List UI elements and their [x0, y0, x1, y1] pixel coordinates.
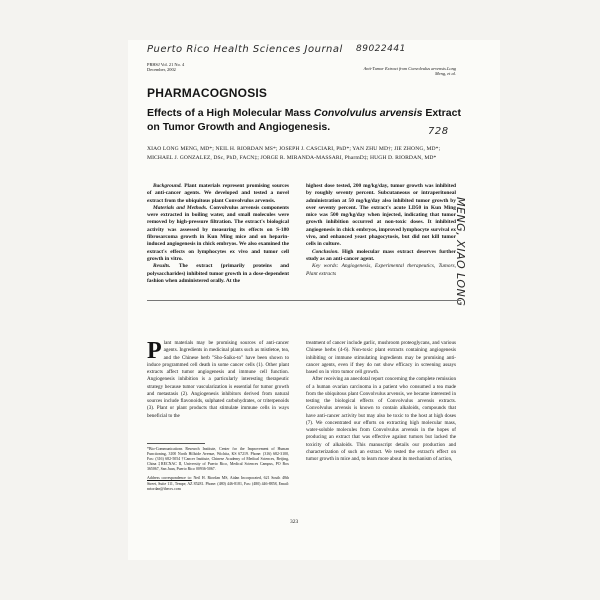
- correspondence-footnote: [147, 476, 289, 491]
- keywords-text: Angiogenesis, Experimental therapeutics, Tumors, Plant extracts: [306, 263, 456, 277]
- journal-date: December, 2002: [147, 67, 176, 73]
- running-title: [330, 66, 456, 76]
- methods-text: Convolvulus arvensis components were extracted in boiling water, and small molecules were removed by high-pressure filtration. The extract's biological activity was assessed by measuring its effects on S-180 fibrosarcoma growth in Kun Ming mice and on heparin-induced angiogenesis in chick embryos. We also examined the extract's effects on lymphocytes ex vivo and tumor cell growth in vitro.: [147, 204, 289, 262]
- handwritten-side-note: MENG, XIAO LONG: [454, 197, 467, 307]
- abstract-methods: [147, 205, 289, 263]
- intro-text: lant materials may be promising sources of anti-cancer agents. Ingredients in medicinal plants such as mistletoe, tea, and the Chinese herb "Sho-Saiko-to" have been shown to induce programmed cell death in some cancer cells (1). Other plant extracts affect tumor angiogenesis and immune cell function. Angiogenesis inhibition is a particularly interesting therapeutic strategy because tumor vascularization is essential for tumor growth and metastasis (2). Angiogenesis inhibitors derived from natural sources include flavonoids, sulphated carbohydrates, or triterpenoids (3). Plant or plant products that stimulate immune cells in ways beneficial to the: [147, 340, 289, 419]
- abstract-right-column: [306, 183, 456, 278]
- methods-heading: Materials and Methods.: [153, 204, 208, 211]
- section-heading: PHARMACOGNOSIS: [147, 86, 268, 100]
- page-number: 323: [290, 519, 299, 525]
- title-part-2: Extract on Tumor Growth and Angiogenesis.: [147, 107, 461, 133]
- abstract-keywords: [306, 263, 456, 278]
- footnote-rule: [147, 443, 205, 444]
- author-list: XIAO LONG MENG, MD*; NEIL H. RIORDAN MS*; JOSEPH J. CASCIARI, PhD*; YAN ZHU MD†; JIE ZHONG, MD*; MICHAEL J. GONZALEZ, DSc, PhD, FACN‡; JORGE R. MIRANDA-MASSARI, PharmD‡; HUGH D. RIORDAN, MD*: [147, 146, 441, 161]
- body-left-column: [147, 340, 289, 420]
- results-heading: Results.: [153, 263, 171, 270]
- journal-info: [147, 62, 184, 72]
- keywords-heading: Key words:: [312, 263, 339, 270]
- conclusion-text: High molecular mass extract deserves further study as an anti-cancer agent.: [306, 248, 456, 262]
- body-paragraph: treatment of cancer include garlic, mushroom proteoglycans, and various Chinese herbs (4-6). Non-toxic plant extracts containing angiogenesis inhibiting or immune stimulating ingredients may be promising anti-cancer agents, even if they do not show efficacy in screening assays based on in vitro tumor cell growth.: [306, 340, 456, 375]
- footnotes: [147, 447, 289, 496]
- running-title-line: Anti-Tumor Extract from Convolvulus arvensis.Long: [363, 66, 456, 71]
- abstract-conclusion: [306, 249, 456, 264]
- running-authors: Meng, et al.: [435, 71, 456, 77]
- section-divider: [147, 300, 461, 301]
- body-paragraph: After receiving an anecdotal report concerning the complete remission of a human ovarian carcinoma in a patient who consumed a tea made from the ubiquitous plant Convolvulus arvensis, we became interested in testing the biological effects of Convolvulus arvensis extracts. Convolvulus arvensis is known to contain alkaloids, compounds that have anti-cancer activity but may also be toxic to the host at high doses (7). We concentrated our efforts on extracting high molecular mass, water-soluble molecules from Convolvulus arvensis in the hopes of producing an extract that was effective against tumors but lacked the toxicity of alkaloids. This manuscript details our production and characterization of such an extract. We tested the extract's effect on tumor growth in mice and, to learn more about its mechanism of action,: [306, 376, 456, 462]
- title-part-1: Effects of a High Molecular Mass: [147, 107, 314, 119]
- abstract-results: [147, 263, 289, 285]
- body-right-column: [306, 340, 456, 463]
- correspondence-heading: Address correspondence to:: [147, 476, 192, 481]
- background-text: Plant materials represent promising sources of anti-cancer agents. We developed and tested a novel extract from the ubiquitous plant Convolvulus arvensis.: [147, 183, 289, 204]
- conclusion-heading: Conclusion.: [312, 248, 339, 255]
- article-title: [147, 106, 461, 134]
- handwritten-journal-name: Puerto Rico Health Sciences Journal: [147, 44, 343, 55]
- abstract-results-continued: highest dose tested, 200 mg/kg/day, tumor growth was inhibited by roughly seventy percent. Subcutaneous or intraperitoneal administration at 50 mg/kg/day also inhibited tumor growth by over seventy percent. The extract's acute LD50 in Kun Ming mice was 500 mg/kg/day when injected, indicating that tumor growth inhibition occurred at non-toxic doses. It inhibited angiogenesis in chick embryos, improved lymphocyte survival ex vivo, and enhanced yeast phagocytosis, but did not kill tumor cells in culture.: [306, 183, 456, 248]
- journal-volume: PRHSJ Vol. 21 No. 4: [147, 62, 185, 67]
- correspondence-text: Neil H. Riordan MS, Aidan Incorporated, 621 South 48th Street, Suite 111, Tempe, AZ 85281. Phone: (480) 446-8181, Fax: (480) 446-8858, Email: nriordan@thecrs.com: [147, 476, 289, 491]
- handwritten-page-marker: 728: [428, 126, 449, 137]
- results-text: The extract (primarily proteins and polysaccharides) inhibited tumor growth in a dose-dependent fashion when administered orally. At the: [147, 263, 289, 284]
- abstract-background: [147, 183, 289, 205]
- handwritten-record-number: 89022441: [356, 44, 406, 54]
- abstract-left-column: [147, 183, 289, 285]
- title-species: Convolvulus arvensis: [313, 107, 423, 119]
- intro-paragraph: [147, 340, 289, 420]
- drop-cap: P: [147, 338, 162, 364]
- affiliations-footnote: *Bio-Communications Research Institute, Center for the Improvement of Human Functioning, 3100 North Hillside Avenue, Wichita, KS 67219. Phone: (316) 682-3100, Fax: (316) 682-5054 †Cancer Institute, Chinese Academy of Medical Sciences, Beijing, China ‡RECNAC II, University of Puerto Rico, Medical Sciences Campus, PO Box 365067, San Juan, Puerto Rico 00936-5067.: [147, 447, 289, 472]
- background-heading: Background.: [153, 183, 182, 189]
